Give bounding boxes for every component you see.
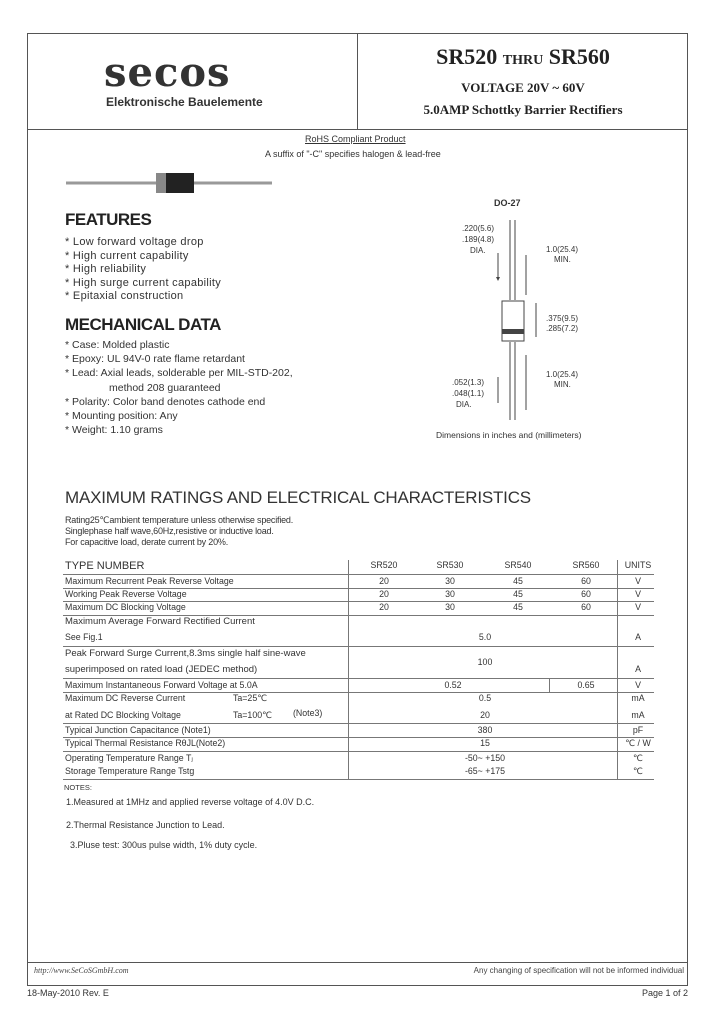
website-link[interactable]: http://www.SeCoSGmbH.com <box>34 966 129 975</box>
note-item: 1.Measured at 1MHz and applied reverse voltage of 4.0V D.C. <box>66 797 315 807</box>
cell-unit: V <box>635 576 641 586</box>
row-label: See Fig.1 <box>65 632 103 642</box>
row-note: (Note3) <box>293 708 323 718</box>
cell-unit: A <box>635 632 641 642</box>
col-units: UNITS <box>624 560 652 570</box>
table-vrule <box>348 560 349 779</box>
revision-date: 18-May-2010 Rev. E <box>27 988 109 998</box>
dim-lead-bot-1: 1.0(25.4) <box>546 370 579 379</box>
cell-value: 0.65 <box>577 680 595 690</box>
mechanical-heading: MECHANICAL DATA <box>65 315 221 334</box>
table-rule <box>63 779 654 780</box>
cell-value: 20 <box>379 602 389 612</box>
mech-item: * Case: Molded plastic <box>65 339 170 351</box>
row-label: Maximum DC Blocking Voltage <box>65 602 186 612</box>
condition-line: For capacitive load, derate current by 20%. <box>65 537 228 547</box>
row-label: Peak Forward Surge Current,8.3ms single half sine-wave <box>65 648 306 659</box>
cell-value: 60 <box>581 576 591 586</box>
cell-value: 20 <box>379 589 389 599</box>
ratings-conditions <box>65 515 293 548</box>
row-condition: Ta=100℃ <box>233 710 272 720</box>
cell-value: 30 <box>445 589 455 599</box>
notes-heading: NOTES: <box>64 783 92 792</box>
dim-wire-1: .052(1.3) <box>452 378 485 387</box>
mech-item: method 208 guaranteed <box>109 381 221 394</box>
rohs-label: RoHS Compliant Product <box>305 134 406 144</box>
cell-value: 45 <box>513 589 523 599</box>
feature-item: * High current capability <box>65 249 189 262</box>
table-vrule <box>549 678 550 692</box>
col-sr520: SR520 <box>370 560 398 570</box>
cell-value: 30 <box>445 602 455 612</box>
cell-value: 0.5 <box>478 693 492 703</box>
row-label: at Rated DC Blocking Voltage <box>65 710 181 720</box>
condition-line: Rating25℃ambient temperature unless otherwise specified. <box>65 515 294 525</box>
dim-wire-3: DIA. <box>456 400 472 409</box>
cell-value: 20 <box>480 710 490 720</box>
table-vrule <box>617 560 618 779</box>
header-bottom-rule <box>27 129 688 130</box>
col-sr540: SR540 <box>504 560 532 570</box>
cell-unit: V <box>635 589 641 599</box>
feature-item: * Low forward voltage drop <box>65 236 204 248</box>
cell-unit: mA <box>631 710 645 720</box>
cell-value: 60 <box>581 602 591 612</box>
page-number: Page 1 of 2 <box>641 988 688 998</box>
row-label: Operating Temperature Range Tⱼ <box>65 753 193 763</box>
cell-value: 15 <box>480 738 490 748</box>
row-label: Typical Thermal Resistance RθJL(Note2) <box>65 738 226 748</box>
dim-body-2: .285(7.2) <box>546 324 579 333</box>
table-rule <box>63 646 654 647</box>
note-item: 3.Pluse test: 300us pulse width, 1% duty cycle. <box>70 840 258 850</box>
dim-body-1: .375(9.5) <box>546 314 579 323</box>
row-label: Maximum Instantaneous Forward Voltage at 5.0A <box>65 680 258 690</box>
cell-unit: ℃ / W <box>625 738 651 748</box>
part-title <box>358 44 688 70</box>
company-logo: secos <box>104 49 231 96</box>
diode-illustration <box>63 170 275 196</box>
mech-item: * Lead: Axial leads, solderable per MIL-STD-202, <box>65 367 293 380</box>
table-rule <box>63 692 654 693</box>
table-rule <box>63 737 654 738</box>
company-tagline: Elektronische Bauelemente <box>106 95 263 109</box>
cell-unit: ℃ <box>633 766 643 776</box>
note-item: 2.Thermal Resistance Junction to Lead. <box>66 820 225 830</box>
dim-dia-top-1: .220(5.6) <box>462 224 495 233</box>
cell-value: 20 <box>379 576 389 586</box>
product-subtitle: 5.0AMP Schottky Barrier Rectifiers <box>423 102 623 117</box>
feature-item: * High reliability <box>65 263 147 275</box>
row-label: Storage Temperature Range Tstg <box>65 766 195 776</box>
table-rule <box>63 723 654 724</box>
cell-value: 45 <box>513 602 523 612</box>
table-rule <box>63 588 654 589</box>
dim-lead-top-2: MIN. <box>554 255 571 264</box>
cell-value: 45 <box>513 576 523 586</box>
table-rule <box>63 615 654 616</box>
mech-item: * Mounting position: Any <box>65 410 178 423</box>
row-label: Maximum Recurrent Peak Reverse Voltage <box>65 576 234 586</box>
title-end: SR560 <box>548 44 610 69</box>
dim-wire-2: .048(1.1) <box>452 389 485 398</box>
cell-unit: ℃ <box>633 753 643 763</box>
cell-unit: A <box>635 664 641 674</box>
features-heading: FEATURES <box>65 210 152 229</box>
cell-value: -65~ +175 <box>464 766 506 776</box>
ratings-heading: MAXIMUM RATINGS AND ELECTRICAL CHARACTERISTICS <box>65 488 531 507</box>
row-label: Typical Junction Capacitance (Note1) <box>65 725 211 735</box>
title-thru: THRU <box>502 53 544 68</box>
table-rule <box>63 574 654 575</box>
cell-value: 30 <box>445 576 455 586</box>
mechanical-list <box>65 338 293 437</box>
table-rule <box>63 751 654 752</box>
row-label: superimposed on rated load (JEDEC method) <box>65 664 258 675</box>
feature-item: * Epitaxial construction <box>65 290 184 302</box>
cell-value: 100 <box>477 657 493 667</box>
cell-value: -50~ +150 <box>464 753 506 763</box>
dim-dia-top-3: DIA. <box>470 246 486 255</box>
row-label: Maximum Average Forward Rectified Current <box>65 616 255 627</box>
suffix-note: A suffix of "-C" specifies halogen & lead-free <box>265 149 441 159</box>
feature-item: * High surge current capability <box>65 276 222 289</box>
title-start: SR520 <box>436 44 498 69</box>
dimension-caption: Dimensions in inches and (millimeters) <box>436 430 582 440</box>
cell-unit: mA <box>631 693 645 703</box>
row-label: Working Peak Reverse Voltage <box>65 589 187 599</box>
dim-dia-top-2: .189(4.8) <box>462 235 495 244</box>
mech-item: * Weight: 1.10 grams <box>65 424 163 437</box>
row-condition: Ta=25℃ <box>233 693 268 703</box>
do27-package-drawing <box>430 195 610 425</box>
cell-unit: pF <box>632 725 644 735</box>
cell-value: 60 <box>581 589 591 599</box>
package-name: DO-27 <box>494 198 521 208</box>
features-list <box>65 236 221 304</box>
mech-item: * Polarity: Color band denotes cathode end <box>65 395 266 408</box>
spec-notice: Any changing of specification will not be informed individual <box>473 966 684 975</box>
col-sr530: SR530 <box>436 560 464 570</box>
mech-item: * Epoxy: UL 94V-0 rate flame retardant <box>65 353 245 366</box>
cell-value: 0.52 <box>444 680 462 690</box>
col-type-number: TYPE NUMBER <box>65 560 145 572</box>
footer-rule <box>27 962 688 963</box>
dim-lead-bot-2: MIN. <box>554 380 571 389</box>
voltage-range: VOLTAGE 20V ~ 60V <box>461 80 585 95</box>
cell-value: 380 <box>477 725 493 735</box>
dim-lead-top-1: 1.0(25.4) <box>546 245 579 254</box>
cell-value: 5.0 <box>478 632 492 642</box>
col-sr560: SR560 <box>572 560 600 570</box>
cell-unit: V <box>635 680 641 690</box>
condition-line: Singlephase half wave,60Hz,resistive or inductive load. <box>65 526 274 536</box>
row-label: Maximum DC Reverse Current <box>65 693 186 703</box>
table-rule <box>63 601 654 602</box>
cell-unit: V <box>635 602 641 612</box>
table-rule <box>63 678 654 679</box>
